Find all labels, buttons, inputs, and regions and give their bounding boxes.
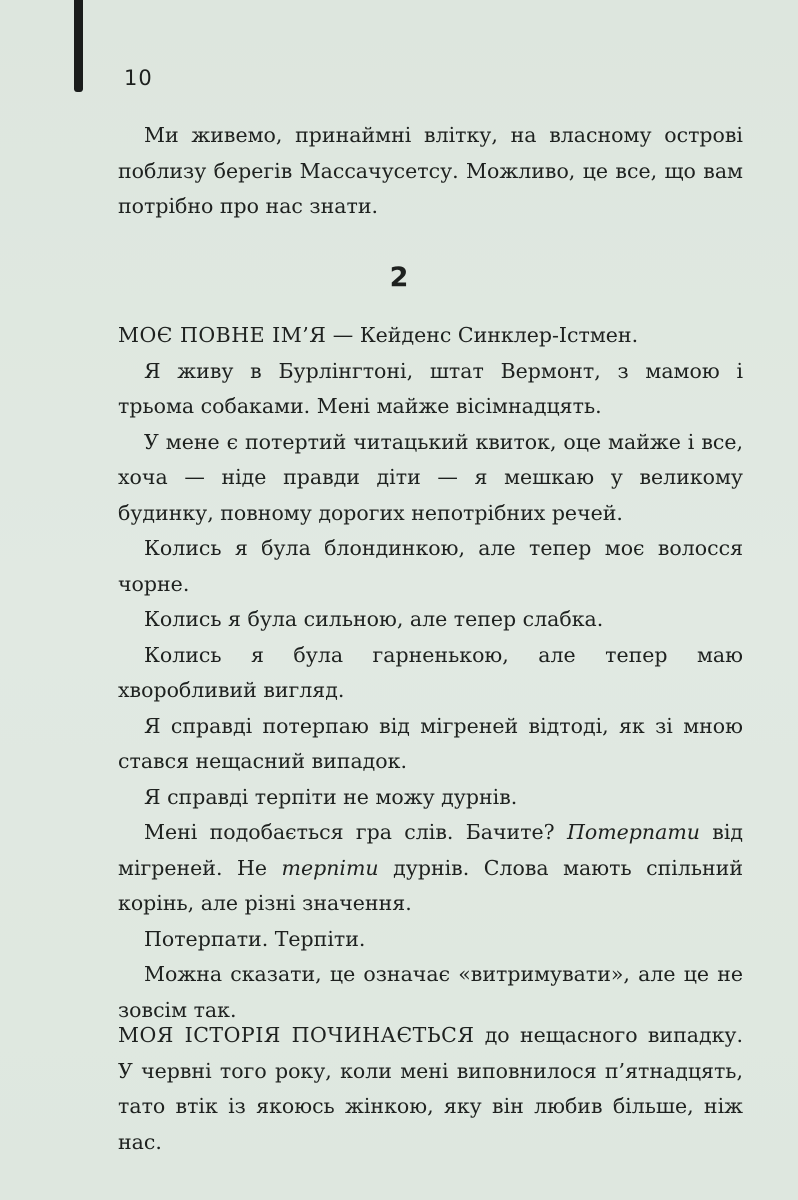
intro-text-block <box>118 118 743 225</box>
paragraph-3: У мене є потертий читацький квиток, оце майже і все, хоча — ніде правди діти — я мешкаю у великому будинку, повному дорогих непотрібних речей. <box>118 429 743 525</box>
paragraph-9-part-a: Мені подобається гра слів. Бачите? <box>144 820 567 844</box>
paragraph-7: Я справді потерпаю від мігреней відтоді, як зі мною стався нещасний випадок. <box>118 713 743 773</box>
paragraph-5: Колись я була сильною, але тепер слабка. <box>144 607 604 631</box>
paragraph-9-part-c: дурнів. Слова мають спільний корінь, але різні значення. <box>118 855 744 915</box>
paragraph-6: Колись я була гарненькою, але тепер маю хворобливий вигляд. <box>118 642 743 702</box>
paragraph-2: Я живу в Бурлінгтоні, штат Вермонт, з мамою і трьома собаками. Мені майже вісімнадцять. <box>118 358 743 418</box>
paragraph-8: Я справді терпіти не можу дурнів. <box>144 784 518 809</box>
paragraph-9-emphasis-1: Потерпати <box>566 820 700 844</box>
paragraph-12-rest: до нещасного випадку. У червні того року, коли мені виповнилося п’ятнадцять, тато втік із якоюсь жінкою, яку він любив більше, ніж нас. <box>118 1023 743 1154</box>
chapter-text-block <box>118 318 743 1028</box>
page-edge-bar <box>74 0 83 92</box>
paragraph-1-rest: — Кейденс Синклер-Істмен. <box>326 323 639 347</box>
paragraph-9-emphasis-2: терпіти <box>281 855 379 880</box>
chapter-number: 2 <box>389 262 409 293</box>
paragraph-12-lead: МОЯ ІСТОРІЯ ПОЧИНАЄТЬСЯ <box>118 1023 475 1047</box>
paragraph-1-lead: МОЄ ПОВНЕ ІМ’Я <box>118 323 327 347</box>
paragraph-10: Потерпати. Терпіти. <box>144 926 366 951</box>
paragraph-9 <box>118 815 743 922</box>
paragraph-4: Колись я була блондинкою, але тепер моє волосся чорне. <box>118 536 743 596</box>
paragraph-9-part-b: від мігреней. Не <box>118 820 743 880</box>
paragraph-12 <box>118 1018 743 1160</box>
paragraph-1 <box>118 318 743 354</box>
intro-paragraph: Ми живемо, принаймні влітку, на власному острові поблизу берегів Массачусетсу. Можливо, це все, що вам потрібно про нас знати. <box>118 123 743 218</box>
paragraph-11: Можна сказати, це означає «витримувати», але це не зовсім так. <box>118 962 743 1022</box>
page-number: 10 <box>124 66 153 90</box>
section-text-block <box>118 1018 743 1160</box>
